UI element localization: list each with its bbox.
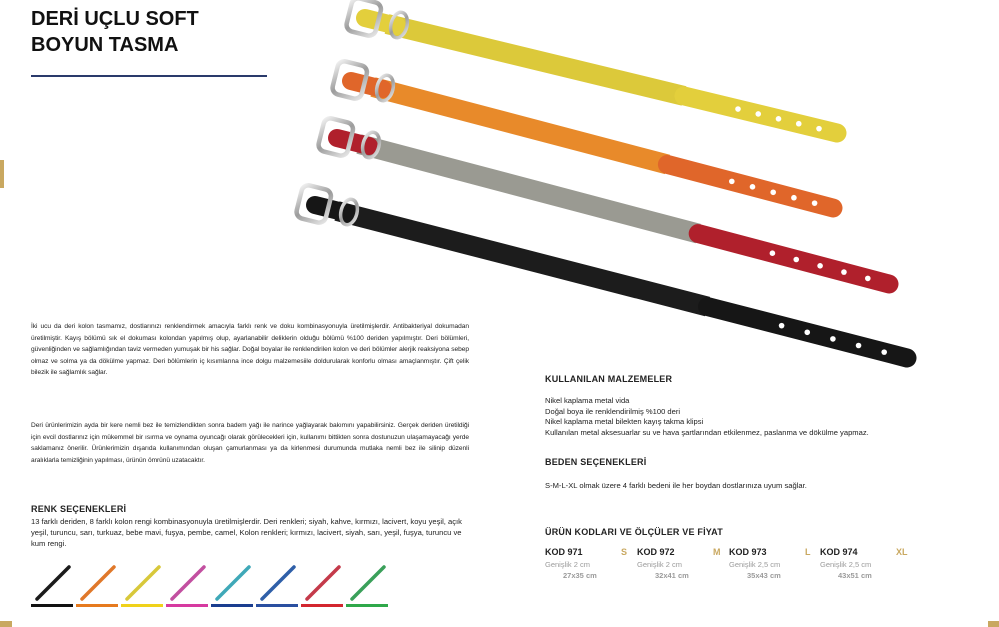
swatch-bar [346,604,388,607]
description-paragraph-1: İki ucu da deri kolon tasmamız, dostlarınızı renklendirmek amacıyla farklı renk ve doku kombinasyonuyla üretilmişlerdir. Antibakteriyal dokumadan üretilmiştir. Kayış bölümü sık el dokuması kolondan yapılmış olup, ayarlanabilir deliklerin olduğu bölümü %100 deriden yapılmıştır. Deri bölümleri, güvenliğinden ve sağlamlığından taviz vermeden yumuşak bir his sağlar. Doğal boyalar ile renklendirilen kolon ve deri bölümler alerjik reaksiyona sebep olmaz ve solma ya da dökülme yapmaz. Deri bölümlerin iç kısımlarına ince dolgu malzemesiile doldurularak konforlu olması amaçlanmıştır. Çift çelik bilezik ile sağlamlık sağlar. [31,323,469,376]
swatch-bar [76,604,118,607]
title-line-1: DERİ UÇLU SOFT [31,8,199,30]
collar-hole [830,336,836,342]
collars-image [285,0,925,370]
collar-hole [816,126,822,132]
swatch [256,561,298,607]
description-paragraph-2: Deri ürünlerimizin ayda bir kere nemli bez ile temizlendikten sonra badem yağı ile narince yağlayarak bakımını yapabilirsiniz. Gerçek deriden üretildiği için evcil dostlarınız için mükemmel bir ısırma ve oynama oyuncağı olarak görülecekleri için, kullanımı bittikten sonra dostunuzun ulaşamayacağı yerde saklamanız önerilir. Ürünlerimizin dışarıda kullanımından oluşan çamurlanması ya da kirlenmesi durumunda mutlaka nemli bez ile silinip düzenli aralıklarla temizliğinin yapılması, ürünün ömrünü uzatacaktır. [31,422,469,464]
product-size: L [805,547,811,557]
swatch-bar [31,604,73,607]
collar-hole [804,329,810,335]
materials-item: Nikel kaplama metal bilekten kayış takma klipsi [545,417,704,426]
product-dimensions: 35x43 cm [747,571,781,580]
collar-hole [812,200,818,206]
color-options-text: 13 farklı deriden, 8 farklı kolon rengi kombinasyonuyla üretilmişlerdir. Deri renkleri; siyah, kahve, kırmızı, lacivert, koyu yeşil, açık yeşil, turuncu, sarı, turkuaz, bebe mavi, fuşya, pembe, camel, Kolon renkleri; kırmızı, lacivert, siyah, sarı, yeşil, fuşya, turuncu ve kum rengi. [31,517,462,548]
collar-hole [755,111,761,117]
product-width: Genişlik 2 cm [637,560,683,569]
swatch-strap [127,567,159,599]
swatch-strap [82,567,114,599]
page-title [31,6,199,58]
product-size: S [621,547,628,557]
color-swatches [31,561,386,609]
size-options-heading: BEDEN SEÇENEKLERİ [545,457,647,467]
product-width: Genişlik 2 cm [545,560,591,569]
product-code-item [637,547,732,587]
swatch [76,561,118,607]
swatch-strap [352,567,384,599]
product-dimensions: 27x35 cm [563,571,597,580]
swatch-bar [301,604,343,607]
product-size: XL [896,547,908,557]
collar-hole [729,179,735,185]
swatch [211,561,253,607]
materials-item: Kullanılan metal aksesuarlar su ve hava şartlarından etkilenmez, paslanma ve dökülme yapmaz. [545,427,869,437]
swatch [346,561,388,607]
product-width: Genişlik 2,5 cm [729,560,781,569]
swatch-bar [211,604,253,607]
collar-hole [735,106,741,112]
title-divider [31,75,267,77]
collar-hole [793,257,799,263]
materials-item: Doğal boya ile renklendirilmiş %100 deri [545,406,681,416]
product-code-item [729,547,824,587]
swatch-bar [256,604,298,607]
product-dimensions: 32x41 cm [655,571,689,580]
swatch-strap [37,567,69,599]
collar-hole [865,276,871,282]
collar-hole [750,184,756,190]
product-code: KOD 974 [820,547,858,557]
collar-hole [779,323,785,329]
title-line-2: BOYUN TASMA [31,34,179,56]
collar-orange [331,60,833,208]
collar-hole [856,343,862,349]
swatch [121,561,163,607]
product-codes-heading: ÜRÜN KODLARI VE ÖLÇÜLER VE FİYAT [545,527,723,537]
materials-item: Nikel kaplama metal vida [545,396,630,405]
product-dimensions: 43x51 cm [838,571,872,580]
collar-hole [796,121,802,127]
product-code-item [545,547,640,587]
collar-hole [770,189,776,195]
swatch-strap [217,567,249,599]
product-code-item [820,547,915,587]
swatch-bar [166,604,208,607]
product-code: KOD 973 [729,547,767,557]
collar-hole [770,250,776,256]
collar-hole [776,116,782,122]
edge-tab-bottom [0,621,12,627]
materials-list [545,396,869,438]
collar-yellow [345,0,837,133]
edge-tab-bottom-right [988,621,999,627]
color-options-heading: RENK SEÇENEKLERİ [31,504,127,514]
product-code: KOD 971 [545,547,583,557]
swatch-strap [262,567,294,599]
materials-heading: KULLANILAN MALZEMELER [545,374,673,384]
collar-hole [841,269,847,275]
edge-tab-top [0,160,4,188]
swatch [31,561,73,607]
swatch [301,561,343,607]
collar-hole [817,263,823,269]
swatch-strap [307,567,339,599]
product-size: M [713,547,721,557]
size-options-text: S-M-L-XL olmak üzere 4 farklı bedeni ile her boydan dostlarınıza uyum sağlar. [545,481,807,490]
swatch-bar [121,604,163,607]
collar-hole [791,195,797,201]
swatch-strap [172,567,204,599]
product-codes [545,547,915,587]
collar-hole [881,349,887,355]
collar-weave [387,24,684,96]
swatch [166,561,208,607]
product-code: KOD 972 [637,547,675,557]
product-width: Genişlik 2,5 cm [820,560,872,569]
